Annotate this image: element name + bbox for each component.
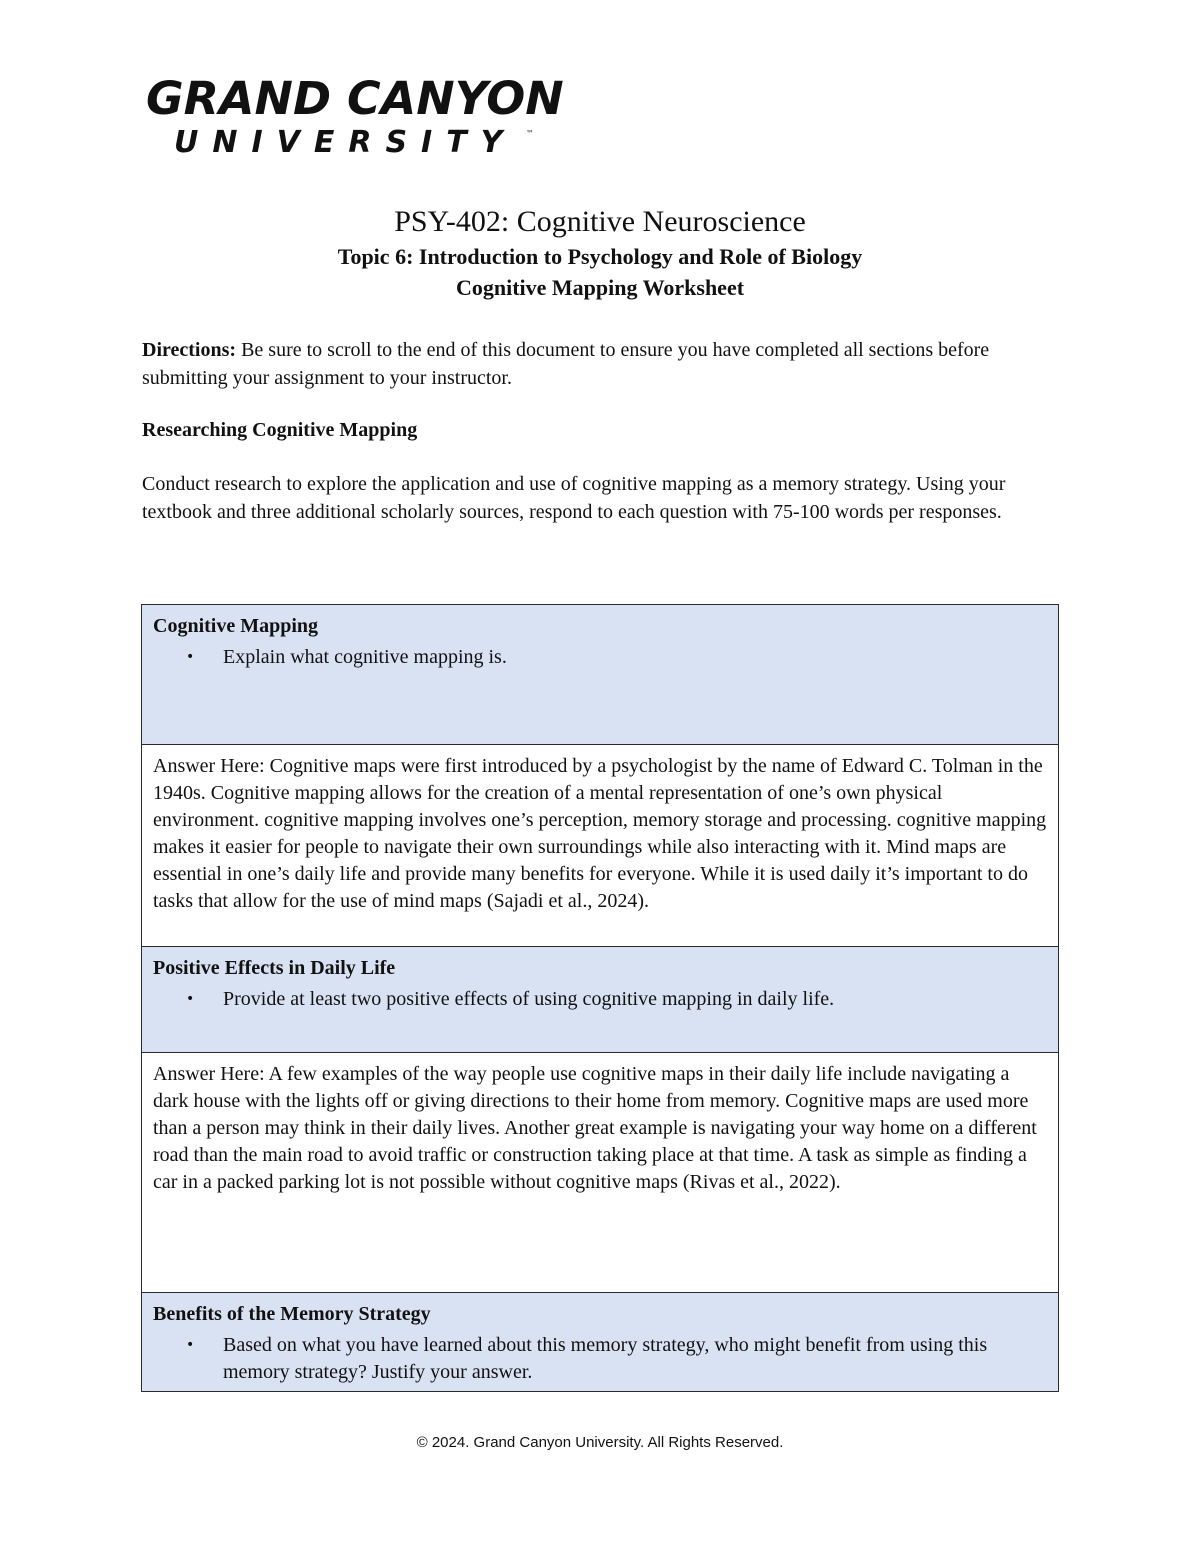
bullet-icon: • [186,1337,195,1353]
directions-paragraph [142,336,1062,392]
topic-title: Topic 6: Introduction to Psychology and Role of Biology [337,244,863,269]
copyright-footer: © 2024. Grand Canyon University. All Rights Reserved. [416,1434,784,1451]
answer-cell-cognitive-mapping[interactable] [142,745,1059,947]
course-title: PSY-402: Cognitive Neuroscience [394,205,806,238]
prompt-cell-positive-effects [142,947,1059,1053]
table-row [142,745,1059,947]
table-row [142,1293,1059,1392]
table-row [142,1053,1059,1293]
prompt-title: Cognitive Mapping [153,615,319,637]
worksheet-title: Cognitive Mapping Worksheet [455,275,745,300]
prompt-bullets [153,1332,1047,1386]
answer-text: Answer Here: A few examples of the way people use cognitive maps in their daily life include navigating a dark house with the lights off or giving directions to their home from memory. Cognitive maps are used more than a person may think in their daily lives. Another great example is navigating your way home on a different road than the main road to avoid traffic or construction taking place at that time. A task as simple as finding a car in a packed parking lot is not possible without cognitive maps (Rivas et al., 2022). [153,1063,1037,1193]
bullet-icon: • [186,649,195,665]
bullet-icon: • [186,991,195,1007]
table-row [142,947,1059,1053]
prompt-title: Benefits of the Memory Strategy [153,1303,431,1325]
prompt-cell-cognitive-mapping [142,605,1059,745]
worksheet-table [141,604,1059,1392]
section-intro: Conduct research to explore the application and use of cognitive mapping as a memory strategy. Using your textbook and three additional scholarly sources, respond to each question with 75-100 words per responses. [142,473,1006,523]
section-heading: Researching Cognitive Mapping [142,419,418,441]
answer-cell-positive-effects[interactable] [142,1053,1059,1293]
prompt-bullet-text: Provide at least two positive effects of using cognitive mapping in daily life. [223,988,835,1010]
directions-label: Directions: [142,339,237,361]
university-logo [146,74,566,168]
prompt-cell-benefits [142,1293,1059,1392]
prompt-bullet-item [153,986,1047,1013]
prompt-bullet-text: Based on what you have learned about this memory strategy, who might benefit from using this memory strategy? Justify your answer. [223,1334,988,1383]
prompt-bullets [153,986,1047,1013]
prompt-title: Positive Effects in Daily Life [153,957,396,979]
table-row [142,605,1059,745]
prompt-bullet-item [153,1332,1047,1386]
directions-text: Be sure to scroll to the end of this document to ensure you have completed all sections before submitting your assignment to your instructor. [142,339,990,389]
prompt-bullets [153,644,1047,671]
answer-text: Answer Here: Cognitive maps were first introduced by a psychologist by the name of Edward C. Tolman in the 1940s. Cognitive mapping allows for the creation of a mental representation of one’s own physical environment. cognitive mapping involves one’s perception, memory storage and processing. cognitive mapping makes it easier for people to navigate their own surroundings while also interacting with it. Mind maps are essential in one’s daily life and provide many benefits for everyone. While it is used daily it’s important to do tasks that allow for the use of mind maps (Sajadi et al., 2024). [153,755,1047,912]
logo-wordmark-line2: UNIVERSITY [174,125,517,160]
prompt-bullet-item [153,644,1047,671]
trademark-mark: ™ [526,129,534,138]
prompt-bullet-text: Explain what cognitive mapping is. [223,646,507,668]
logo-wordmark-line1: GRAND CANYON [146,72,564,125]
